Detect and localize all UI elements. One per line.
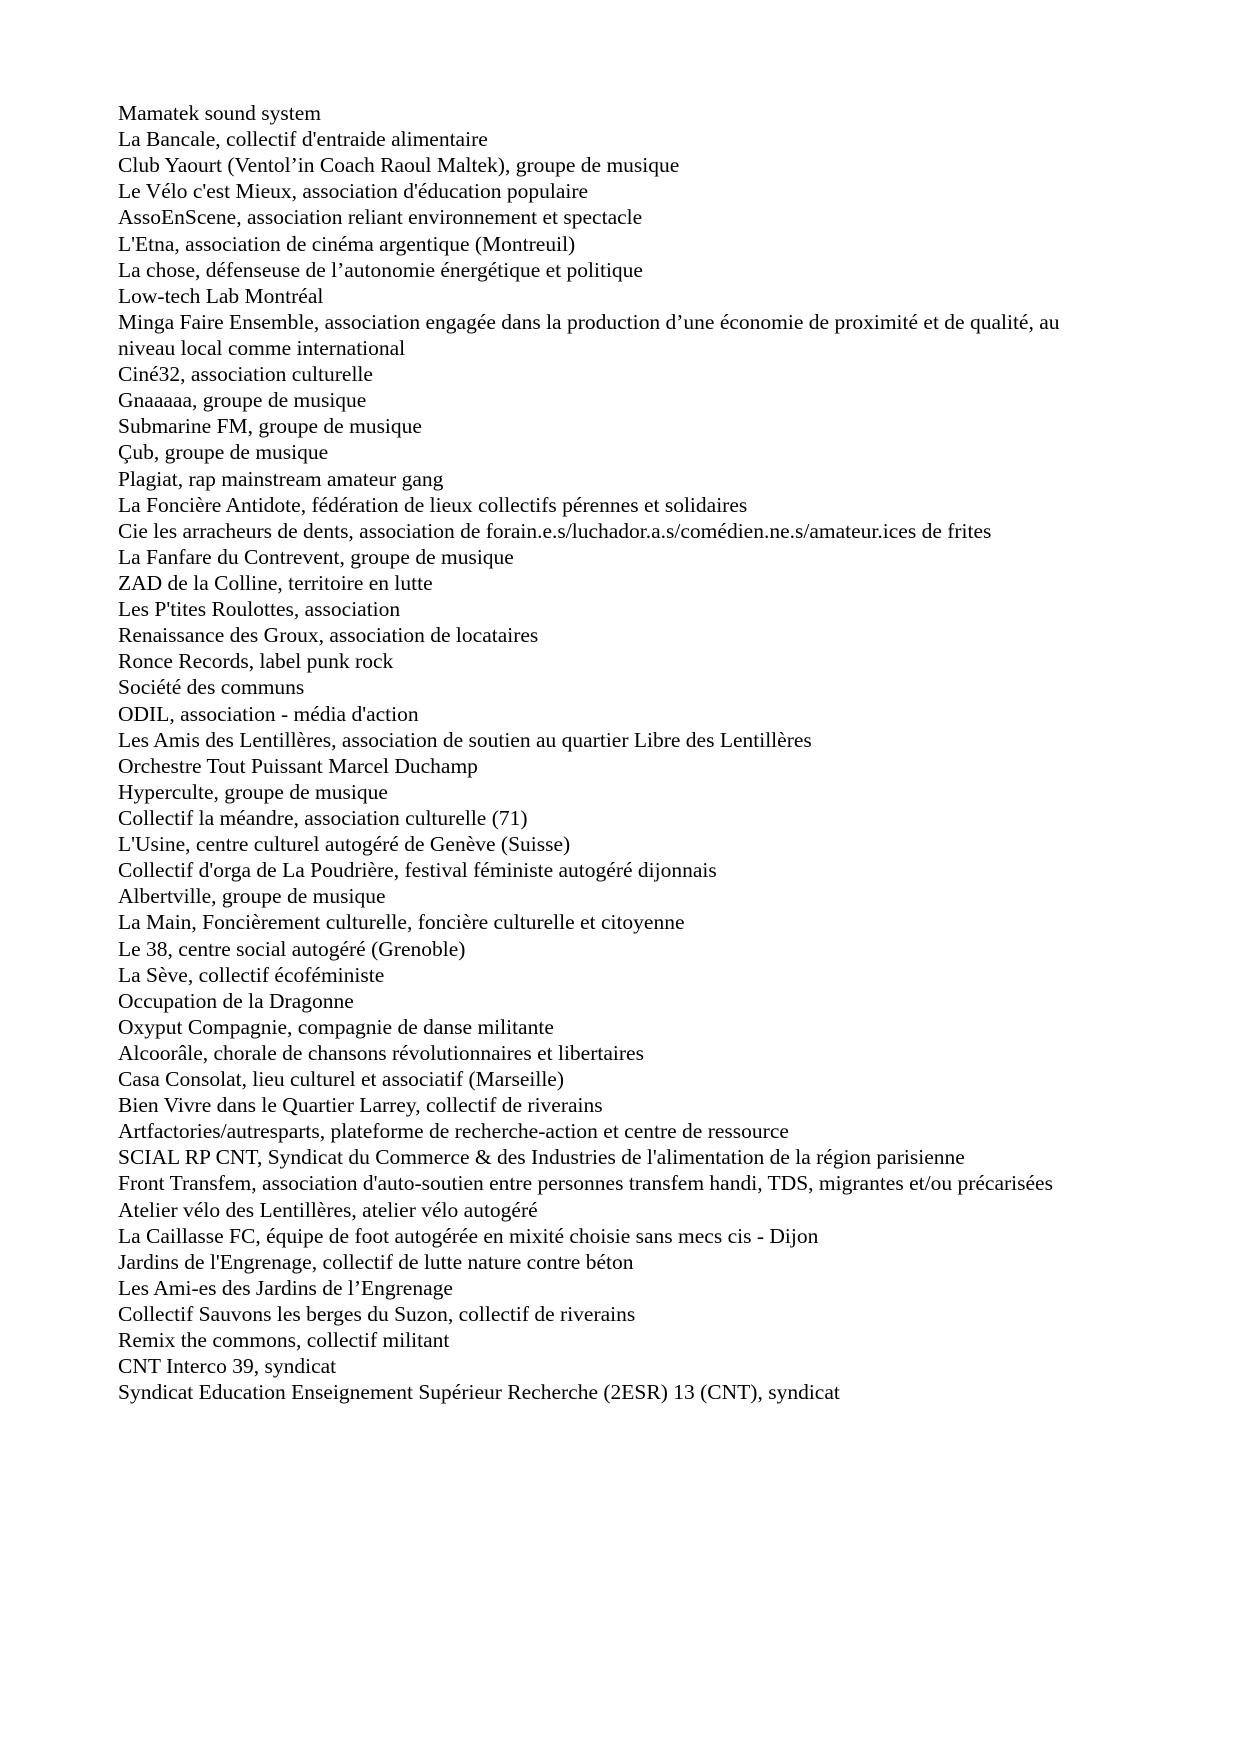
list-item: La Caillasse FC, équipe de foot autogérée en mixité choisie sans mecs cis - Dijon xyxy=(118,1223,819,1248)
list-item: Les Amis des Lentillères, association de soutien au quartier Libre des Lentillères xyxy=(118,727,812,752)
list-item: SCIAL RP CNT, Syndicat du Commerce & des Industries de l'alimentation de la région parisienne xyxy=(118,1145,965,1170)
list-item: Low-tech Lab Montréal xyxy=(118,283,324,308)
list-item: Collectif d'orga de La Poudrière, festival féministe autogéré dijonnais xyxy=(118,858,717,883)
list-item: ZAD de la Colline, territoire en lutte xyxy=(118,570,433,595)
list-item: La Sève, collectif écoféministe xyxy=(118,962,385,987)
list-item: La Fanfare du Contrevent, groupe de musique xyxy=(118,544,514,569)
list-item: Artfactories/autresparts, plateforme de recherche-action et centre de ressource xyxy=(118,1119,789,1144)
list-item: L'Usine, centre culturel autogéré de Genève (Suisse) xyxy=(118,832,571,857)
list-item: Le 38, centre social autogéré (Grenoble) xyxy=(118,936,466,961)
list-item: Orchestre Tout Puissant Marcel Duchamp xyxy=(118,753,478,778)
list-item: Atelier vélo des Lentillères, atelier vélo autogéré xyxy=(118,1197,538,1222)
list-item: La Bancale, collectif d'entraide alimentaire xyxy=(118,127,488,152)
list-item: Mamatek sound system xyxy=(118,101,322,125)
list-item: Club Yaourt (Ventol’in Coach Raoul Maltek), groupe de musique xyxy=(118,153,680,178)
list-item: Syndicat Education Enseignement Supérieur Recherche (2ESR) 13 (CNT), syndicat xyxy=(118,1380,840,1405)
signatory-list xyxy=(118,100,1121,1405)
list-item: La chose, défenseuse de l’autonomie énergétique et politique xyxy=(118,257,643,282)
list-item: Ronce Records, label punk rock xyxy=(118,649,394,674)
list-item: Alcoorâle, chorale de chansons révolutionnaires et libertaires xyxy=(118,1040,644,1065)
list-item: La Main, Foncièrement culturelle, foncière culturelle et citoyenne xyxy=(118,910,685,935)
list-item: Hyperculte, groupe de musique xyxy=(118,779,388,804)
list-item: ODIL, association - média d'action xyxy=(118,701,419,726)
list-item: Ciné32, association culturelle xyxy=(118,362,373,387)
list-item: Minga Faire Ensemble, association engagée dans la production d’une économie de proximité et de qualité, au niveau local comme international xyxy=(118,309,1060,360)
list-item: Bien Vivre dans le Quartier Larrey, collectif de riverains xyxy=(118,1093,603,1118)
list-item: Occupation de la Dragonne xyxy=(118,988,354,1013)
list-item: Société des communs xyxy=(118,675,305,700)
list-item: Front Transfem, association d'auto-soutien entre personnes transfem handi, TDS, migrantes et/ou précarisées xyxy=(118,1171,1053,1196)
list-item: Cie les arracheurs de dents, association de forain.e.s/luchador.a.s/comédien.ne.s/amateur.ices de frites xyxy=(118,518,992,543)
list-item: Plagiat, rap mainstream amateur gang xyxy=(118,466,444,491)
list-item: CNT Interco 39, syndicat xyxy=(118,1354,337,1379)
list-item: Jardins de l'Engrenage, collectif de lutte nature contre béton xyxy=(118,1249,634,1274)
list-item: Gnaaaaa, groupe de musique xyxy=(118,388,367,413)
list-item: Çub, groupe de musique xyxy=(118,440,329,465)
list-item: Les Ami-es des Jardins de l’Engrenage xyxy=(118,1275,453,1300)
list-item: Collectif Sauvons les berges du Suzon, collectif de riverains xyxy=(118,1302,636,1327)
list-item: Les P'tites Roulottes, association xyxy=(118,597,401,622)
list-item: La Foncière Antidote, fédération de lieux collectifs pérennes et solidaires xyxy=(118,492,748,517)
list-item: Remix the commons, collectif militant xyxy=(118,1328,450,1353)
list-item: Renaissance des Groux, association de locataires xyxy=(118,623,539,648)
list-item: L'Etna, association de cinéma argentique (Montreuil) xyxy=(118,231,576,256)
list-item: AssoEnScene, association reliant environnement et spectacle xyxy=(118,205,643,230)
list-item: Albertville, groupe de musique xyxy=(118,884,386,909)
list-item: Collectif la méandre, association culturelle (71) xyxy=(118,805,528,830)
list-item: Oxyput Compagnie, compagnie de danse militante xyxy=(118,1014,554,1039)
list-item: Casa Consolat, lieu culturel et associatif (Marseille) xyxy=(118,1067,564,1092)
list-item: Submarine FM, groupe de musique xyxy=(118,414,422,439)
list-item: Le Vélo c'est Mieux, association d'éducation populaire xyxy=(118,179,589,204)
